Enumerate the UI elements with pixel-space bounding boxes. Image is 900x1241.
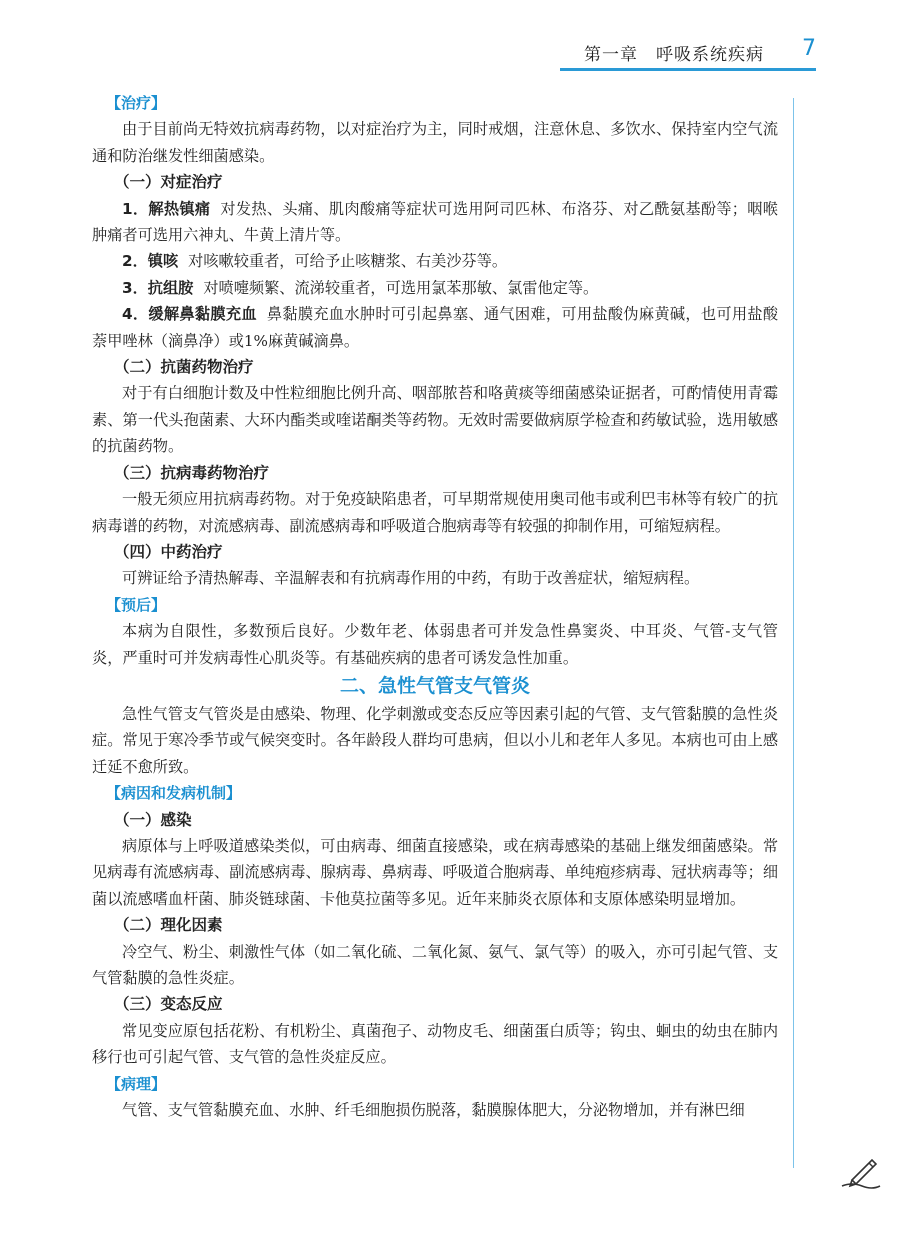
item-lead: 2．镇咳: [122, 252, 179, 271]
list-item: [92, 196, 778, 249]
list-item: [92, 248, 778, 274]
section-tag-etiology: 【病因和发病机制】: [106, 784, 242, 803]
paragraph: 本病为自限性，多数预后良好。少数年老、体弱患者可并发急性鼻窦炎、中耳炎、气管-支气管炎，严重时可并发病毒性心肌炎等。有基础疾病的患者可诱发急性加重。: [92, 622, 778, 667]
pen-note-icon: [838, 1152, 884, 1192]
section-tag-treatment: 【治疗】: [106, 94, 167, 112]
margin-rule: [793, 98, 794, 1168]
paragraph: 冷空气、粉尘、刺激性气体（如二氧化硫、二氧化氮、氨气、氯气等）的吸入，亦可引起气管、支气管黏膜的急性炎症。: [92, 942, 778, 987]
page-header: [0, 36, 816, 70]
item-lead: 1．解热镇痛: [122, 199, 211, 218]
paragraph: 急性气管支气管炎是由感染、物理、化学刺激或变态反应等因素引起的气管、支气管黏膜的急性炎症。常见于寒冷季节或气候突变时。各年龄段人群均可患病，但以小儿和老年人多见。本病也可由上感迁延不愈所致。: [92, 704, 778, 776]
subheading: （三）抗病毒药物治疗: [114, 463, 270, 482]
subheading: （二）理化因素: [114, 916, 223, 935]
paragraph: 由于目前尚无特效抗病毒药物，以对症治疗为主，同时戒烟，注意休息、多饮水、保持室内空气流通和防治继发性细菌感染。: [92, 120, 778, 165]
item-text: 鼻黏膜充血水肿时可引起鼻塞、通气困难，可用盐酸伪麻黄碱，也可用盐酸萘甲唑林（滴鼻净）或1%麻黄碱滴鼻。: [92, 305, 779, 350]
paragraph: 气管、支气管黏膜充血、水肿、纤毛细胞损伤脱落，黏膜腺体肥大，分泌物增加，并有淋巴细: [122, 1101, 745, 1120]
paragraph: 病原体与上呼吸道感染类似，可由病毒、细菌直接感染，或在病毒感染的基础上继发细菌感染。常见病毒有流感病毒、副流感病毒、腺病毒、鼻病毒、呼吸道合胞病毒、单纯疱疹病毒、冠状病毒等；细菌以流感嗜血杆菌、肺炎链球菌、卡他莫拉菌等多见。近年来肺炎衣原体和支原体感染明显增加。: [92, 836, 778, 908]
list-item: [92, 275, 778, 301]
paragraph: 常见变应原包括花粉、有机粉尘、真菌孢子、动物皮毛、细菌蛋白质等；钩虫、蛔虫的幼虫在肺内移行也可引起气管、支气管的急性炎症反应。: [92, 1021, 778, 1067]
item-text: 对咳嗽较重者，可给予止咳糖浆、右美沙芬等。: [188, 252, 508, 271]
header-rule: [560, 68, 816, 71]
section-title: 二、急性气管支气管炎: [339, 674, 530, 697]
page-number: 7: [802, 36, 816, 61]
section-tag-pathology: 【病理】: [106, 1074, 167, 1093]
subheading: （一）感染: [114, 810, 192, 829]
item-lead: 4．缓解鼻黏膜充血: [122, 305, 257, 324]
item-text: 对发热、头痛、肌肉酸痛等症状可选用阿司匹林、布洛芬、对乙酰氨基酚等；咽喉肿痛者可选用六神丸、牛黄上清片等。: [92, 199, 778, 245]
section-tag-prognosis: 【预后】: [106, 595, 167, 614]
chapter-title: 第一章 呼吸系统疾病: [584, 45, 764, 65]
subheading: （二）抗菌药物治疗: [114, 358, 254, 377]
subheading: （四）中药治疗: [114, 542, 223, 561]
list-item: [92, 301, 778, 354]
subheading: （三）变态反应: [114, 995, 223, 1014]
item-lead: 3．抗组胺: [122, 278, 194, 297]
paragraph: 一般无须应用抗病毒药物。对于免疫缺陷患者，可早期常规使用奥司他韦或利巴韦林等有较广的抗病毒谱的药物，对流感病毒、副流感病毒和呼吸道合胞病毒等有较强的抑制作用，可缩短病程。: [92, 490, 778, 535]
item-text: 对喷嚏频繁、流涕较重者，可选用氯苯那敏、氯雷他定等。: [203, 278, 599, 297]
paragraph: 对于有白细胞计数及中性粒细胞比例升高、咽部脓苔和咯黄痰等细菌感染证据者，可酌情使用青霉素、第一代头孢菌素、大环内酯类或喹诺酮类等药物。无效时需要做病原学检查和药敏试验，选用敏感的抗菌药物。: [92, 384, 778, 456]
page-body: [92, 90, 778, 1123]
subheading: （一）对症治疗: [114, 173, 223, 192]
paragraph: 可辨证给予清热解毒、辛温解表和有抗病毒作用的中药，有助于改善症状，缩短病程。: [122, 569, 700, 588]
